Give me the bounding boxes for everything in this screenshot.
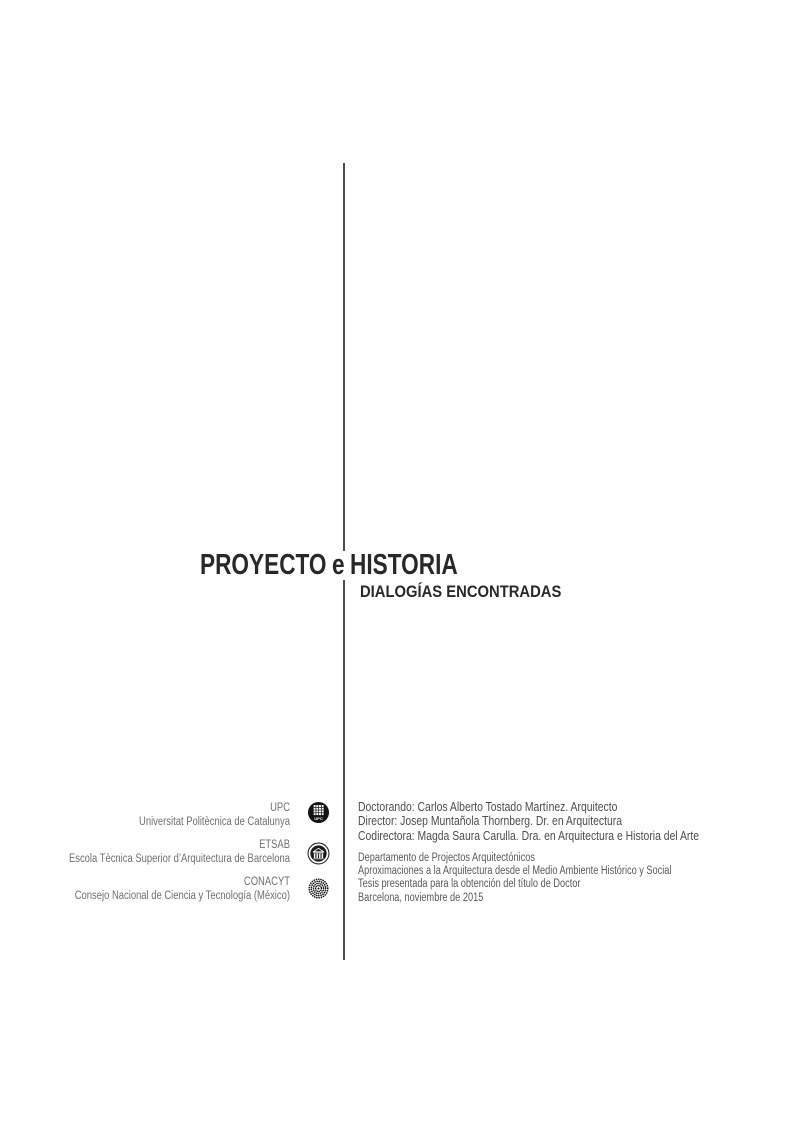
- title-part-right: HISTORIA: [350, 549, 458, 581]
- statement-line: Tesis presentada para la obtención del título de Doctor: [358, 878, 581, 891]
- institutions-column: [52, 802, 290, 913]
- upc-logo-icon: [307, 801, 330, 824]
- department-line: Departamento de Projectos Arquitectónicos: [358, 851, 535, 864]
- credits-column: [358, 800, 788, 905]
- director-line: Director: Josep Muntañola Thornberg. Dr. en Arquitectura: [358, 813, 622, 829]
- thesis-subtitle: DIALOGÍAS ENCONTRADAS: [360, 582, 562, 601]
- etsab-logo-icon: [307, 842, 330, 865]
- institution-etsab: [52, 839, 290, 866]
- institution-acronym: ETSAB: [259, 839, 290, 851]
- institution-name: Escola Tècnica Superior d’Arquitectura de Barcelona: [68, 852, 291, 865]
- doctorando-line: Doctorando: Carlos Alberto Tostado Martínez. Arquitecto: [358, 799, 618, 814]
- upc-logo-text: UPC: [314, 815, 323, 821]
- title-part-conjunction: e: [327, 551, 351, 580]
- title-part-left: PROYECTO: [200, 549, 327, 581]
- thesis-info: [358, 852, 702, 905]
- approach-line: Aproximaciones a la Arquitectura desde el Medio Ambiente Histórico y Social: [358, 865, 672, 878]
- thesis-title: [200, 551, 458, 580]
- institution-name: Consejo Nacional de Ciencia y Tecnología (México): [74, 889, 290, 902]
- place-date-line: Barcelona, noviembre de 2015: [358, 891, 484, 904]
- institution-acronym: CONACYT: [243, 876, 290, 888]
- conacyt-logo-icon: [307, 877, 330, 900]
- institution-acronym: UPC: [270, 802, 290, 814]
- institution-conacyt: [52, 876, 290, 903]
- institution-name: Universitat Politècnica de Catalunya: [139, 815, 290, 828]
- doctoral-credits: [358, 800, 702, 843]
- institution-upc: [52, 802, 290, 829]
- codirectora-line: Codirectora: Magda Saura Carulla. Dra. en Arquitectura e Historia del Arte: [358, 827, 700, 843]
